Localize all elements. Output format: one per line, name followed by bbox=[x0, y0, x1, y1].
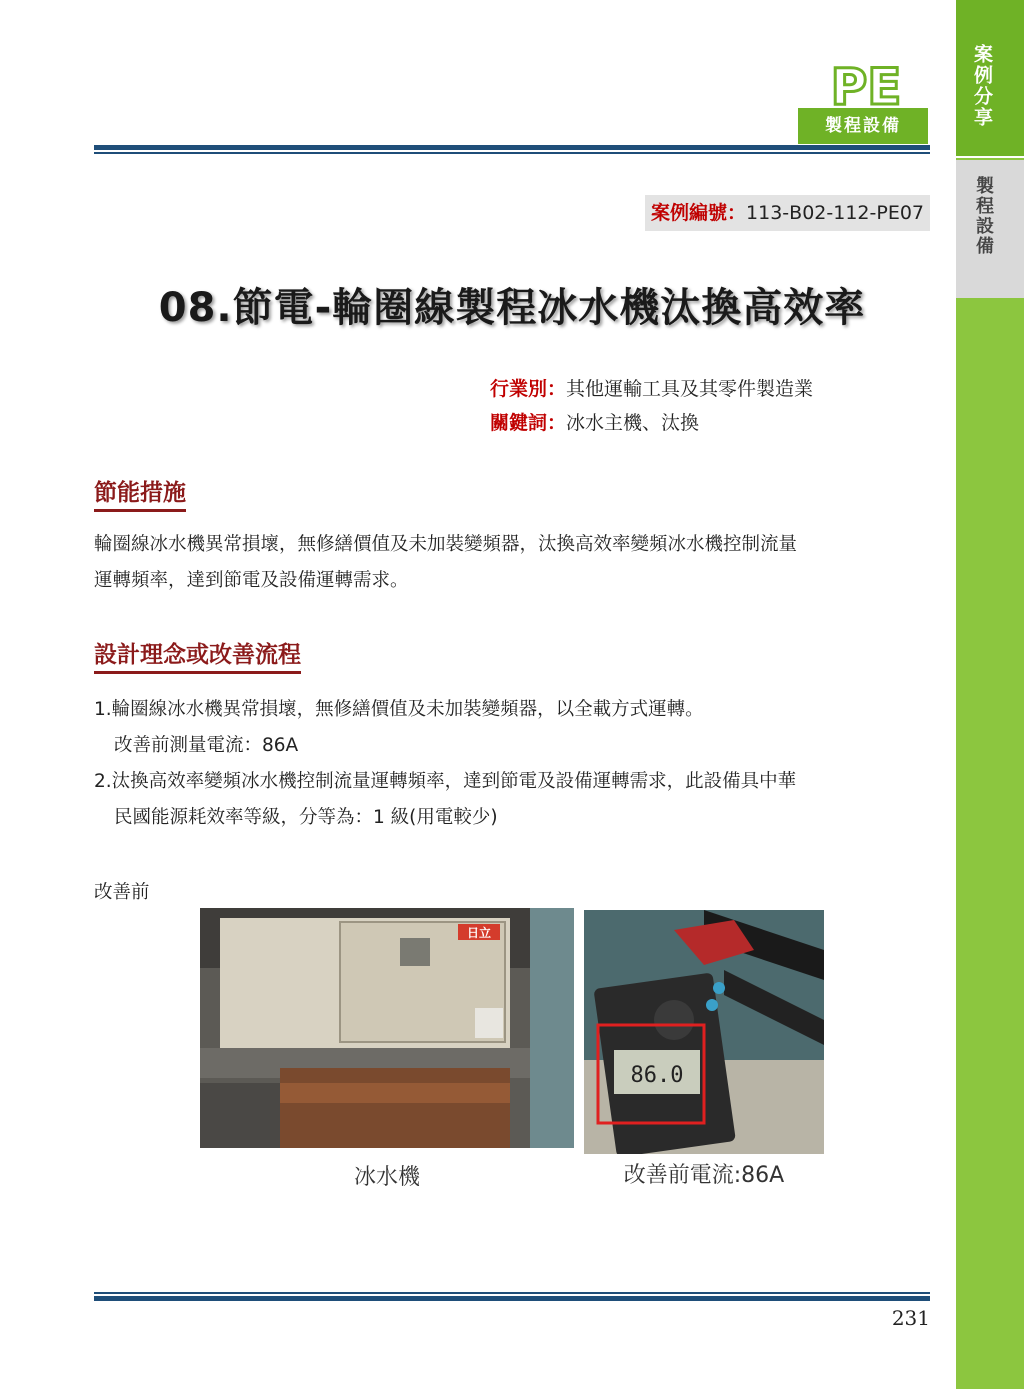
meter-photo bbox=[584, 910, 824, 1154]
case-number-label: 案例編號： bbox=[651, 202, 747, 224]
page-title: 08.節電-輪圈線製程冰水機汰換高效率 bbox=[158, 285, 866, 331]
footer-rule bbox=[94, 1292, 930, 1301]
category-label: 製程設備 bbox=[798, 108, 928, 144]
side-tab-sub-label: 製程設備 bbox=[973, 176, 994, 256]
design-item-1-detail: 改善前測量電流：86A bbox=[114, 735, 299, 756]
meter-reading: 86.0 bbox=[630, 1063, 684, 1088]
design-item-2-detail: 民國能源耗效率等級，分等為：1 級(用電較少) bbox=[114, 807, 498, 828]
meter-caption: 改善前電流:86A bbox=[623, 1163, 785, 1188]
pe-logo-icon bbox=[806, 64, 926, 108]
case-number-value: 113-B02-112-PE07 bbox=[746, 202, 924, 224]
before-label: 改善前 bbox=[94, 882, 150, 903]
section-heading-design: 設計理念或改善流程 bbox=[94, 636, 301, 674]
industry-value: 其他運輸工具及其零件製造業 bbox=[566, 378, 814, 400]
measures-paragraph bbox=[94, 527, 934, 599]
section-heading-measures: 節能措施 bbox=[94, 474, 186, 512]
chiller-caption: 冰水機 bbox=[353, 1165, 420, 1190]
brand-label: 日立 bbox=[466, 926, 492, 940]
design-item-1: 1.輪圈線冰水機異常損壞，無修繕價值及未加裝變頻器，以全載方式運轉。 bbox=[94, 699, 704, 720]
measures-line-1: 輪圈線冰水機異常損壞，無修繕價值及未加裝變頻器，汰換高效率變頻冰水機控制流量 bbox=[94, 534, 798, 555]
measures-line-2: 運轉頻率，達到節電及設備運轉需求。 bbox=[94, 570, 409, 591]
keywords-row bbox=[490, 408, 699, 435]
header-rule bbox=[94, 145, 930, 154]
case-number bbox=[645, 195, 930, 231]
pe-logo-text: PE bbox=[830, 64, 902, 108]
chiller-photo bbox=[200, 908, 574, 1148]
industry-row bbox=[490, 374, 813, 401]
keywords-label: 關鍵詞： bbox=[490, 412, 567, 434]
design-item-2: 2.汰換高效率變頻冰水機控制流量運轉頻率，達到節電及設備運轉需求，此設備具中華 bbox=[94, 771, 797, 792]
keywords-value: 冰水主機、汰換 bbox=[566, 412, 700, 434]
page-number: 231 bbox=[891, 1306, 930, 1330]
side-tab-top-label: 案例分享 bbox=[971, 44, 993, 128]
design-list bbox=[94, 692, 934, 836]
industry-label: 行業別： bbox=[490, 378, 567, 400]
